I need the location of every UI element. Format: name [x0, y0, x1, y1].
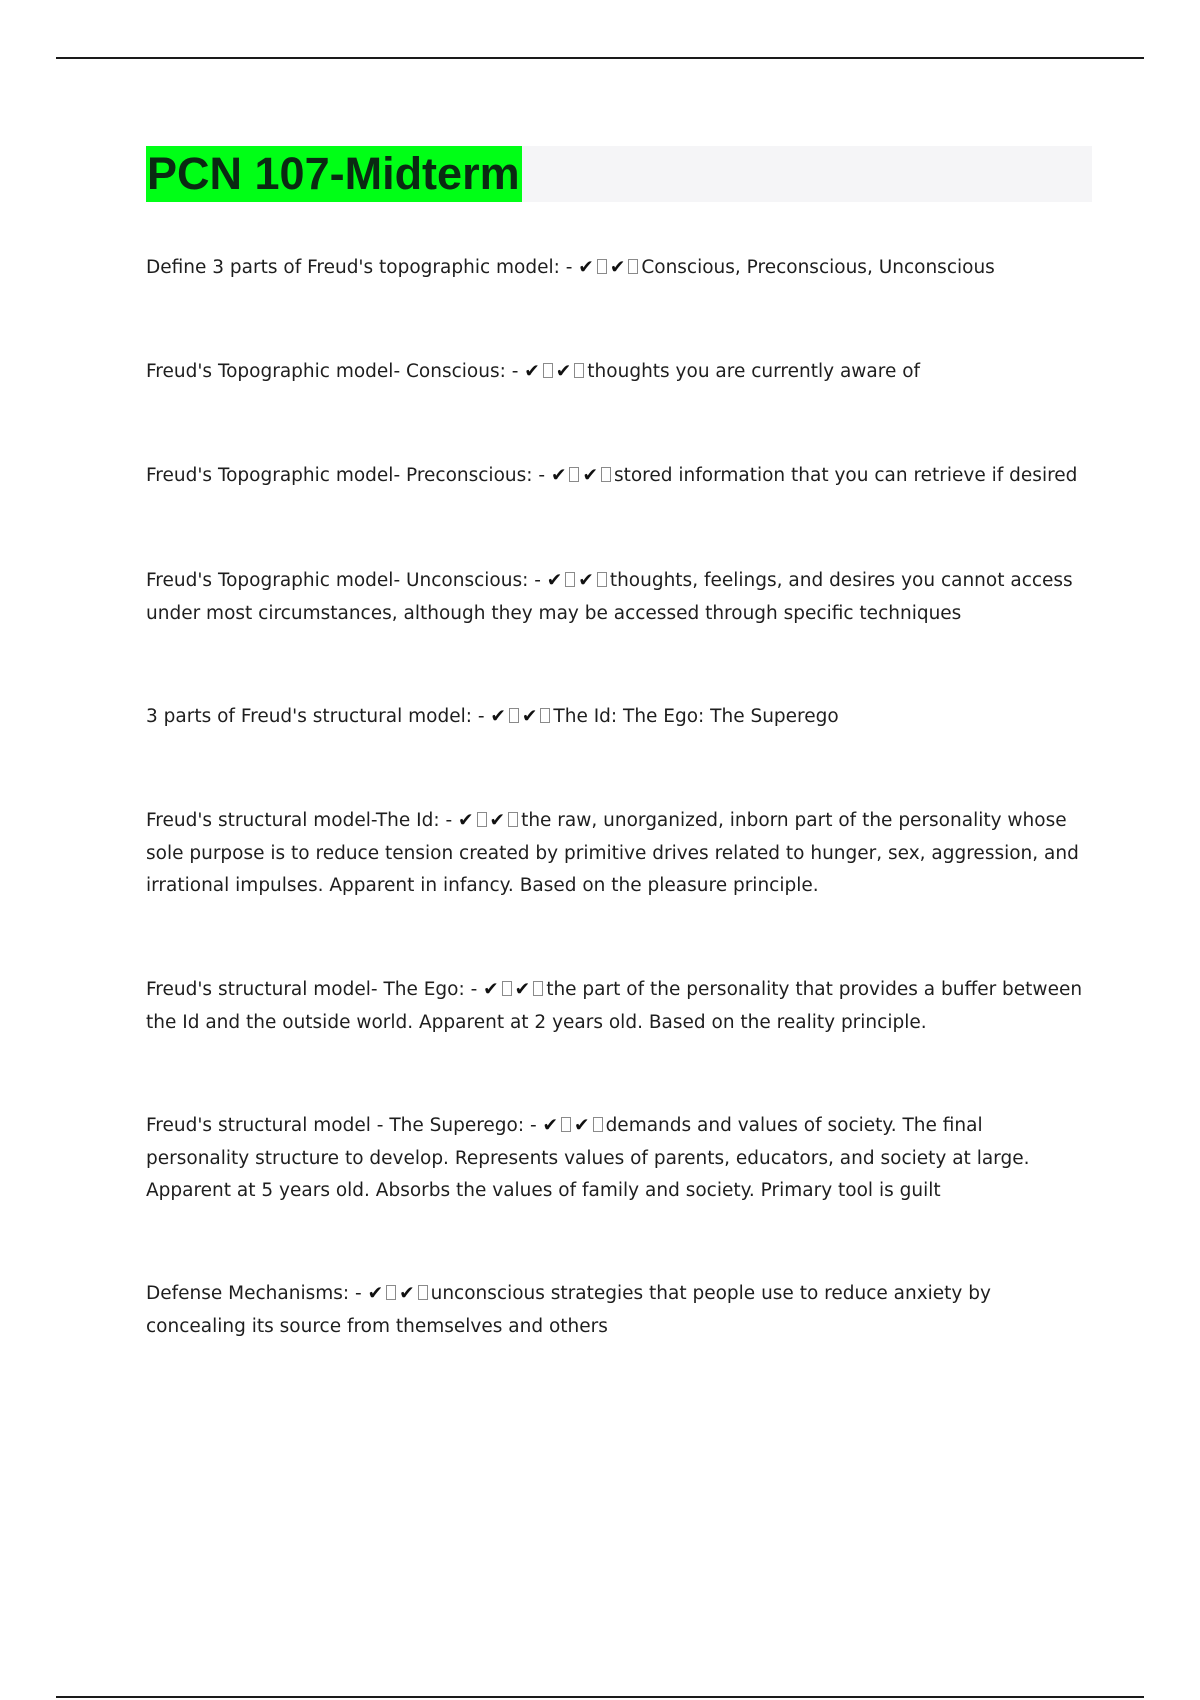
entry-term: Freud's Topographic model- Unconscious: — [146, 570, 529, 591]
check-mark-icon: ✔ — [609, 257, 626, 278]
entry-answer: stored information that you can retrieve if desired — [613, 465, 1078, 486]
box-glyph-icon — [597, 572, 607, 587]
bottom-rule — [56, 1696, 1144, 1698]
check-mark-icon: ✔ — [483, 979, 499, 1000]
entry-answer: thoughts, feelings, and desires you cannot access under most circumstances, although they may be accessed through specific techniques — [146, 570, 1073, 624]
entry-term: Freud's structural model-The Id: — [146, 810, 440, 831]
flashcard-entry — [146, 356, 1090, 389]
entry-term: Freud's Topographic model- Preconscious: — [146, 465, 533, 486]
check-mark-icon: ✔ — [524, 361, 540, 382]
check-mark-icon: ✔ — [578, 570, 594, 591]
check-mark-icon: ✔ — [489, 810, 506, 831]
flashcard-entry — [146, 1110, 1090, 1208]
entry-separator: - — [532, 465, 551, 486]
box-glyph-icon — [565, 572, 575, 587]
check-mark-icon: ✔ — [574, 1115, 590, 1136]
entry-answer: The Id: The Ego: The Superego — [553, 706, 839, 727]
entry-answer: the raw, unorganized, inborn part of the personality whose sole purpose is to reduce tension created by primitive drives related to hunger, sex, aggression, and irrational impulses. Apparent in infancy. Based on the pleasure principle. — [146, 810, 1079, 896]
entry-separator: - — [559, 257, 579, 278]
flashcard-entry — [146, 1278, 1090, 1343]
check-mark-icon: ✔ — [578, 257, 594, 278]
box-glyph-icon — [509, 708, 519, 723]
flashcard-entry — [146, 565, 1090, 630]
entry-separator: - — [471, 706, 491, 727]
check-mark-icon: ✔ — [490, 706, 506, 727]
box-glyph-icon — [418, 1285, 428, 1300]
flashcard-entry — [146, 805, 1090, 903]
top-rule — [56, 57, 1144, 59]
box-glyph-icon — [593, 1117, 603, 1132]
box-glyph-icon — [540, 708, 550, 723]
box-glyph-icon — [597, 259, 607, 274]
check-mark-icon: ✔ — [546, 570, 563, 591]
flashcard-entry — [146, 701, 1090, 734]
box-glyph-icon — [569, 467, 579, 482]
box-glyph-icon — [601, 467, 611, 482]
flashcard-entry — [146, 252, 1090, 285]
check-mark-icon: ✔ — [367, 1283, 384, 1304]
box-glyph-icon — [543, 363, 553, 378]
box-glyph-icon — [628, 259, 638, 274]
entry-answer: demands and values of society. The final personality structure to develop. Represents values of parents, educators, and society at large. Apparent at 5 years old. Absorbs the values of family and society. Primary tool is guilt — [146, 1115, 1030, 1201]
entry-term: Freud's structural model - The Superego: — [146, 1115, 525, 1136]
box-glyph-icon — [533, 981, 543, 996]
entry-term: 3 parts of Freud's structural model: — [146, 706, 472, 727]
check-mark-icon: ✔ — [521, 706, 538, 727]
box-glyph-icon — [386, 1285, 396, 1300]
entry-answer: Conscious, Preconscious, Unconscious — [641, 257, 995, 278]
entry-separator: - — [524, 1115, 543, 1136]
box-glyph-icon — [574, 363, 584, 378]
entry-answer: unconscious strategies that people use to reduce anxiety by concealing its source from themselves and others — [146, 1283, 991, 1337]
entry-answer: the part of the personality that provides a buffer between the Id and the outside world. Apparent at 2 years old. Based on the reality principle. — [146, 979, 1083, 1033]
entry-term: Freud's Topographic model- Conscious: — [146, 361, 506, 382]
entry-separator: - — [464, 979, 484, 1000]
box-glyph-icon — [561, 1117, 571, 1132]
entry-term: Freud's structural model- The Ego: — [146, 979, 465, 1000]
page-title: PCN 107-Midterm — [146, 146, 522, 202]
check-mark-icon: ✔ — [514, 979, 531, 1000]
check-mark-icon: ✔ — [550, 465, 567, 486]
check-mark-icon: ✔ — [582, 465, 598, 486]
check-mark-icon: ✔ — [555, 361, 572, 382]
check-mark-icon: ✔ — [458, 810, 474, 831]
check-mark-icon: ✔ — [399, 1283, 415, 1304]
flashcard-entry — [146, 460, 1090, 493]
entry-separator: - — [349, 1283, 368, 1304]
check-mark-icon: ✔ — [542, 1115, 559, 1136]
entry-answer: thoughts you are currently aware of — [587, 361, 921, 382]
box-glyph-icon — [502, 981, 512, 996]
flashcard-entry — [146, 974, 1090, 1039]
entry-term: Define 3 parts of Freud's topographic model: — [146, 257, 560, 278]
entry-term: Defense Mechanisms: — [146, 1283, 350, 1304]
box-glyph-icon — [477, 812, 487, 827]
entry-separator: - — [439, 810, 459, 831]
entry-separator: - — [505, 361, 525, 382]
box-glyph-icon — [508, 812, 518, 827]
entry-separator: - — [528, 570, 547, 591]
